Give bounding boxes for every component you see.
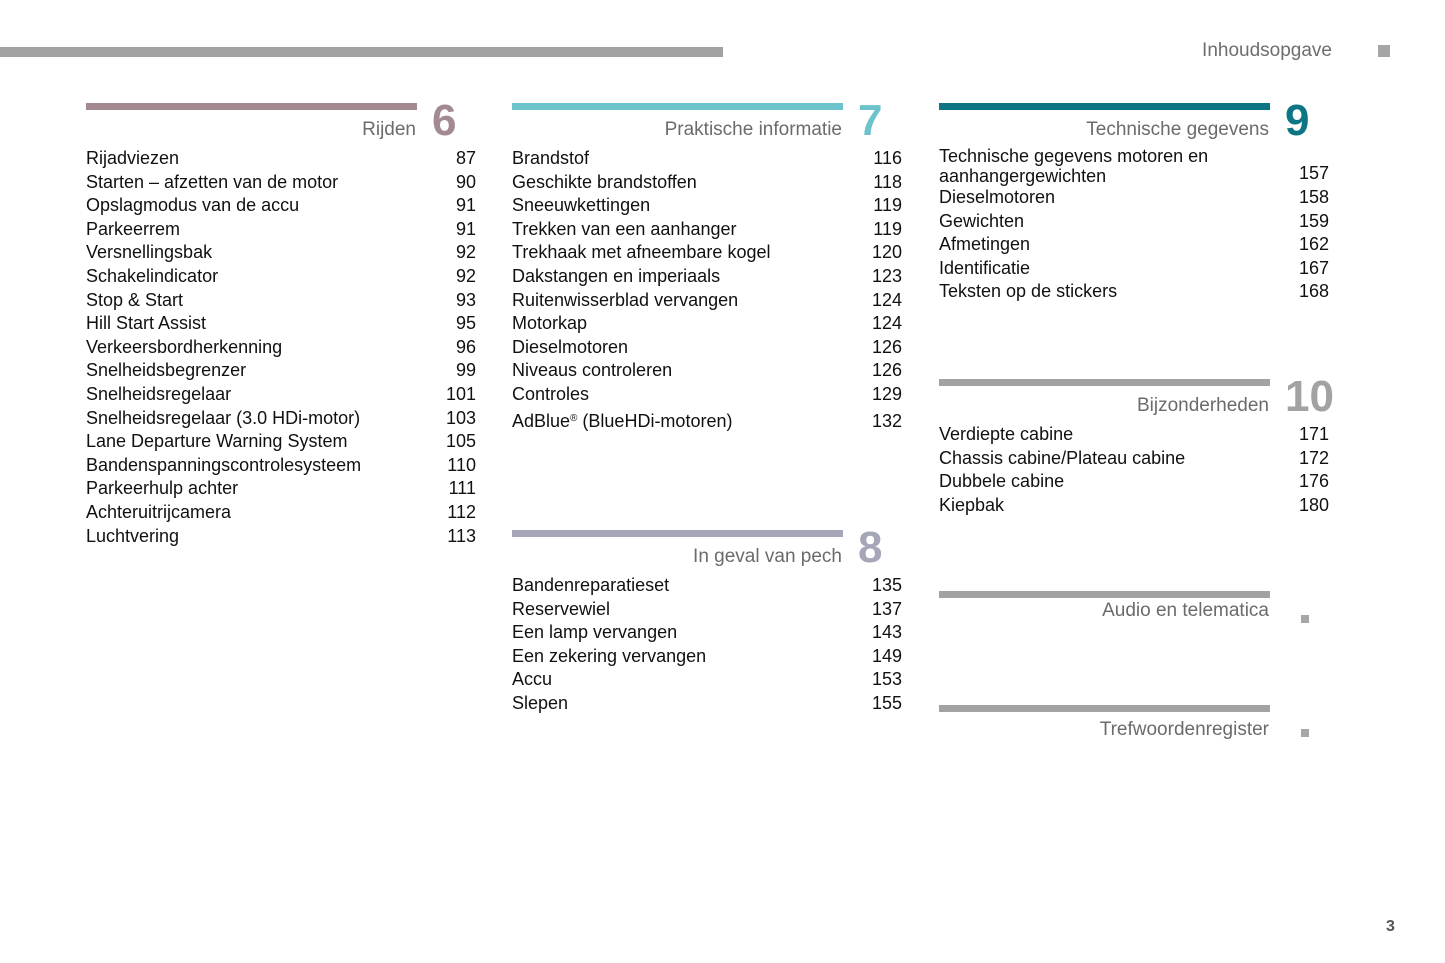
entry-page: 103 xyxy=(445,407,476,428)
entry-label: Snelheidsregelaar (3.0 HDi-motor) xyxy=(86,407,361,428)
entry-page: 96 xyxy=(455,336,476,357)
entry-page: 143 xyxy=(871,622,902,643)
entry-label: Parkeerrem xyxy=(86,218,181,239)
toc-entry[interactable] xyxy=(512,336,902,360)
entry-label: Ruitenwisserblad vervangen xyxy=(512,289,739,310)
entry-label: Motorkap xyxy=(512,313,588,334)
section-title[interactable]: Bijzonderheden xyxy=(1136,395,1269,416)
section-title[interactable]: Trefwoordenregister xyxy=(1099,719,1269,740)
entry-page: 157 xyxy=(1298,163,1329,184)
section-number: 10 xyxy=(1285,372,1334,421)
header-square-icon xyxy=(1378,45,1390,57)
entry-page: 126 xyxy=(871,360,902,381)
entry-label: Verkeersbordherkenning xyxy=(86,336,283,357)
entry-label: Starten – afzetten van de motor xyxy=(86,171,339,192)
entry-page: 87 xyxy=(455,148,476,168)
entry-page: 153 xyxy=(871,669,902,690)
entry-page: 112 xyxy=(447,501,476,522)
toc-list xyxy=(512,147,902,433)
entry-page: 172 xyxy=(1298,447,1329,468)
toc-entry[interactable] xyxy=(512,218,902,242)
entry-page: 113 xyxy=(447,525,476,546)
entry-label: Snelheidsregelaar xyxy=(86,383,232,404)
toc-entry[interactable] xyxy=(86,171,476,195)
section-bar xyxy=(512,530,843,537)
toc-entry[interactable] xyxy=(86,359,476,383)
toc-entry[interactable] xyxy=(86,407,476,431)
toc-entry[interactable] xyxy=(86,312,476,336)
entry-label-text: AdBlue xyxy=(512,410,571,431)
entry-page: 124 xyxy=(871,313,902,334)
entry-label-line: aanhangergewichten xyxy=(939,165,1107,186)
entry-label: Rijadviezen xyxy=(86,148,180,168)
toc-entry[interactable] xyxy=(512,359,902,383)
toc-entry[interactable] xyxy=(86,501,476,525)
entry-page: 132 xyxy=(871,410,902,431)
entry-page: 124 xyxy=(871,289,902,310)
entry-page: 159 xyxy=(1298,210,1329,231)
toc-entry[interactable] xyxy=(512,692,902,716)
section-bar xyxy=(939,591,1270,598)
toc-entry[interactable] xyxy=(939,210,1329,234)
entry-page: 91 xyxy=(455,195,476,216)
entry-page: 99 xyxy=(455,360,476,381)
toc-entry[interactable] xyxy=(512,289,902,313)
section-title[interactable]: In geval van pech xyxy=(693,546,842,567)
entry-label: Een lamp vervangen xyxy=(512,622,678,643)
header-rule xyxy=(0,47,723,57)
entry-label xyxy=(512,407,842,434)
toc-entry[interactable] xyxy=(512,598,902,622)
toc-entry[interactable] xyxy=(512,668,902,692)
entry-label: Dakstangen en imperiaals xyxy=(512,265,721,286)
section-square-icon xyxy=(1301,615,1309,623)
entry-label: Verdiepte cabine xyxy=(939,424,1074,444)
toc-entry[interactable] xyxy=(86,265,476,289)
entry-label: Snelheidsbegrenzer xyxy=(86,360,247,381)
toc-entry[interactable] xyxy=(512,265,902,289)
toc-entry[interactable] xyxy=(86,383,476,407)
entry-page: 158 xyxy=(1298,187,1329,207)
section-title[interactable]: Rijden xyxy=(362,119,416,140)
entry-page: 171 xyxy=(1298,424,1329,444)
section-title[interactable]: Technische gegevens xyxy=(1086,119,1269,140)
section-number: 8 xyxy=(858,523,883,572)
entry-label: Niveaus controleren xyxy=(512,360,673,381)
entry-label: Hill Start Assist xyxy=(86,313,207,334)
toc-entry[interactable] xyxy=(939,257,1329,281)
entry-label: Schakelindicator xyxy=(86,265,219,286)
entry-label: Identificatie xyxy=(939,257,1031,278)
entry-page: 120 xyxy=(871,242,902,263)
entry-page: 126 xyxy=(871,336,902,357)
section-number: 7 xyxy=(858,96,883,145)
entry-label: Opslagmodus van de accu xyxy=(86,195,300,216)
toc-entry[interactable] xyxy=(86,218,476,242)
entry-label: Slepen xyxy=(512,692,569,713)
entry-label: Brandstof xyxy=(512,148,590,168)
entry-page: 111 xyxy=(448,478,476,499)
entry-label: Achteruitrijcamera xyxy=(86,501,232,522)
registered-mark: ® xyxy=(570,412,578,424)
toc-entry[interactable] xyxy=(939,494,1329,518)
toc-entry[interactable] xyxy=(512,147,902,171)
toc-entry[interactable] xyxy=(86,147,476,171)
toc-entry[interactable] xyxy=(939,233,1329,257)
section-title[interactable]: Praktische informatie xyxy=(664,119,842,140)
entry-label: Versnellingsbak xyxy=(86,242,213,263)
entry-page: 123 xyxy=(871,265,902,286)
entry-page: 93 xyxy=(455,289,476,310)
toc-entry[interactable] xyxy=(939,423,1329,447)
entry-page: 137 xyxy=(871,598,902,619)
toc-entry[interactable] xyxy=(86,525,476,549)
toc-entry[interactable] xyxy=(86,194,476,218)
entry-page: 168 xyxy=(1298,281,1329,302)
toc-entry[interactable] xyxy=(86,241,476,265)
entry-label: Kiepbak xyxy=(939,494,1005,515)
entry-page: 180 xyxy=(1298,494,1329,515)
toc-list xyxy=(939,423,1329,517)
entry-page: 101 xyxy=(445,383,476,404)
entry-label: Dubbele cabine xyxy=(939,471,1065,492)
entry-label: Trekken van een aanhanger xyxy=(512,218,737,239)
entry-label: Chassis cabine/Plateau cabine xyxy=(939,447,1186,468)
entry-page: 119 xyxy=(873,218,902,239)
toc-entry[interactable] xyxy=(939,447,1329,471)
entry-label-text: (BlueHDi-motoren) xyxy=(577,410,733,431)
entry-label: Gewichten xyxy=(939,210,1025,231)
toc-entry[interactable] xyxy=(512,194,902,218)
entry-label: Stop & Start xyxy=(86,289,184,310)
entry-page: 92 xyxy=(455,265,476,286)
entry-label: Teksten op de stickers xyxy=(939,281,1118,302)
entry-page: 162 xyxy=(1298,234,1329,255)
section-title[interactable]: Audio en telematica xyxy=(1102,600,1269,621)
page-number: 3 xyxy=(1386,918,1395,935)
entry-page: 110 xyxy=(447,454,476,475)
entry-label: Bandenreparatieset xyxy=(512,575,670,595)
entry-page: 118 xyxy=(873,171,902,192)
entry-label: Dieselmotoren xyxy=(512,336,629,357)
entry-page: 176 xyxy=(1298,471,1329,492)
section-bar xyxy=(939,705,1270,712)
toc-entry[interactable] xyxy=(512,171,902,195)
entry-label: Parkeerhulp achter xyxy=(86,478,239,499)
toc-entry[interactable] xyxy=(86,477,476,501)
entry-page: 105 xyxy=(445,431,476,452)
entry-page: 167 xyxy=(1298,257,1329,278)
toc-entry[interactable] xyxy=(512,383,902,407)
entry-page: 149 xyxy=(871,645,902,666)
toc-list xyxy=(86,147,476,548)
toc-entry[interactable] xyxy=(512,407,902,434)
section-number: 9 xyxy=(1285,96,1310,145)
section-number: 6 xyxy=(432,96,457,145)
entry-label xyxy=(939,147,1269,186)
toc-entry[interactable] xyxy=(939,470,1329,494)
entry-label: Geschikte brandstoffen xyxy=(512,171,697,192)
entry-page: 129 xyxy=(871,383,902,404)
entry-page: 91 xyxy=(455,218,476,239)
entry-label: Dieselmotoren xyxy=(939,187,1056,207)
entry-label: Bandenspanningscontrolesysteem xyxy=(86,454,362,475)
entry-label: Trekhaak met afneembare kogel xyxy=(512,242,771,263)
section-bar xyxy=(512,103,843,110)
section-bar xyxy=(86,103,417,110)
entry-label: Controles xyxy=(512,383,590,404)
entry-label: Een zekering vervangen xyxy=(512,645,707,666)
toc-entry[interactable] xyxy=(939,280,1329,304)
toc-entry[interactable] xyxy=(86,289,476,313)
toc-entry[interactable] xyxy=(939,147,1329,186)
entry-label: Afmetingen xyxy=(939,234,1031,255)
toc-list xyxy=(939,147,1329,304)
toc-entry[interactable] xyxy=(512,645,902,669)
toc-entry[interactable] xyxy=(512,241,902,265)
toc-entry[interactable] xyxy=(86,430,476,454)
section-square-icon xyxy=(1301,729,1309,737)
section-bar xyxy=(939,103,1270,110)
entry-page: 95 xyxy=(455,313,476,334)
toc-entry[interactable] xyxy=(939,186,1329,210)
page-title: Inhoudsopgave xyxy=(1202,40,1332,61)
toc-entry[interactable] xyxy=(86,454,476,478)
entry-label-line: Technische gegevens motoren en xyxy=(939,146,1209,166)
section-bar xyxy=(939,379,1270,386)
entry-label: Sneeuwkettingen xyxy=(512,195,651,216)
entry-label: Accu xyxy=(512,669,553,690)
toc-entry[interactable] xyxy=(512,621,902,645)
entry-page: 155 xyxy=(871,692,902,713)
toc-entry[interactable] xyxy=(86,336,476,360)
toc-entry[interactable] xyxy=(512,574,902,598)
entry-page: 116 xyxy=(873,148,902,168)
entry-page: 90 xyxy=(455,171,476,192)
entry-label: Reservewiel xyxy=(512,598,611,619)
toc-list xyxy=(512,574,902,716)
entry-label: Luchtvering xyxy=(86,525,180,546)
entry-page: 92 xyxy=(455,242,476,263)
entry-label: Lane Departure Warning System xyxy=(86,431,348,452)
entry-page: 135 xyxy=(871,575,902,595)
toc-entry[interactable] xyxy=(512,312,902,336)
entry-page: 119 xyxy=(873,195,902,216)
